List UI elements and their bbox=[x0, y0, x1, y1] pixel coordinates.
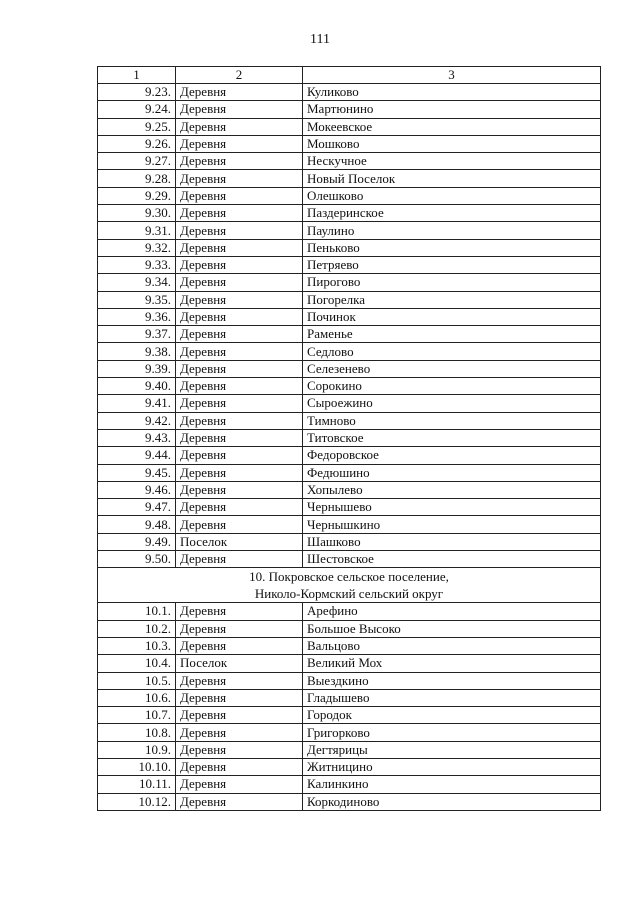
settlement-type: Деревня bbox=[176, 274, 303, 291]
settlement-type: Деревня bbox=[176, 101, 303, 118]
settlement-type: Деревня bbox=[176, 429, 303, 446]
settlement-name: Пеньково bbox=[303, 239, 601, 256]
settlement-type: Деревня bbox=[176, 620, 303, 637]
settlement-name: Большое Высоко bbox=[303, 620, 601, 637]
settlement-type: Деревня bbox=[176, 187, 303, 204]
settlement-type: Деревня bbox=[176, 118, 303, 135]
settlement-name: Вальцово bbox=[303, 637, 601, 654]
settlements-table bbox=[97, 66, 601, 811]
settlement-name: Пирогово bbox=[303, 274, 601, 291]
settlement-type: Деревня bbox=[176, 84, 303, 101]
settlement-type: Деревня bbox=[176, 551, 303, 568]
row-number: 9.43. bbox=[98, 429, 176, 446]
settlement-name: Погорелка bbox=[303, 291, 601, 308]
row-number: 10.2. bbox=[98, 620, 176, 637]
table-row bbox=[98, 637, 601, 654]
row-number: 9.24. bbox=[98, 101, 176, 118]
settlement-name: Куликово bbox=[303, 84, 601, 101]
table-row bbox=[98, 758, 601, 775]
settlement-type: Деревня bbox=[176, 741, 303, 758]
row-number: 9.23. bbox=[98, 84, 176, 101]
table-row bbox=[98, 655, 601, 672]
settlement-type: Деревня bbox=[176, 153, 303, 170]
table-row bbox=[98, 707, 601, 724]
settlement-name: Новый Поселок bbox=[303, 170, 601, 187]
row-number: 9.37. bbox=[98, 326, 176, 343]
settlement-name: Паулино bbox=[303, 222, 601, 239]
row-number: 9.44. bbox=[98, 447, 176, 464]
settlement-name: Арефино bbox=[303, 603, 601, 620]
settlement-name: Дегтярицы bbox=[303, 741, 601, 758]
settlement-type: Деревня bbox=[176, 758, 303, 775]
row-number: 10.12. bbox=[98, 793, 176, 810]
table-row bbox=[98, 516, 601, 533]
row-number: 10.6. bbox=[98, 689, 176, 706]
settlements-table-body bbox=[98, 67, 601, 811]
settlement-type: Деревня bbox=[176, 222, 303, 239]
table-row bbox=[98, 308, 601, 325]
settlement-type: Деревня bbox=[176, 689, 303, 706]
settlement-type: Поселок bbox=[176, 655, 303, 672]
row-number: 10.5. bbox=[98, 672, 176, 689]
table-row bbox=[98, 360, 601, 377]
table-row bbox=[98, 101, 601, 118]
table-row bbox=[98, 776, 601, 793]
row-number: 9.25. bbox=[98, 118, 176, 135]
table-row bbox=[98, 170, 601, 187]
row-number: 9.47. bbox=[98, 499, 176, 516]
settlement-name: Гладышево bbox=[303, 689, 601, 706]
settlement-type: Деревня bbox=[176, 360, 303, 377]
table-row bbox=[98, 274, 601, 291]
settlement-type: Деревня bbox=[176, 256, 303, 273]
row-number: 9.40. bbox=[98, 378, 176, 395]
row-number: 9.27. bbox=[98, 153, 176, 170]
row-number: 9.30. bbox=[98, 205, 176, 222]
settlement-name: Раменье bbox=[303, 326, 601, 343]
table-row bbox=[98, 620, 601, 637]
settlement-type: Деревня bbox=[176, 447, 303, 464]
settlement-name: Шестовское bbox=[303, 551, 601, 568]
settlement-type: Деревня bbox=[176, 135, 303, 152]
row-number: 9.50. bbox=[98, 551, 176, 568]
section-heading bbox=[98, 568, 601, 603]
settlement-type: Деревня bbox=[176, 308, 303, 325]
table-row bbox=[98, 724, 601, 741]
column-header-type: 2 bbox=[176, 67, 303, 84]
table-row bbox=[98, 153, 601, 170]
settlement-name: Григорково bbox=[303, 724, 601, 741]
row-number: 10.1. bbox=[98, 603, 176, 620]
row-number: 9.46. bbox=[98, 481, 176, 498]
settlement-name: Олешково bbox=[303, 187, 601, 204]
settlement-name: Мокеевское bbox=[303, 118, 601, 135]
settlement-name: Мартюнино bbox=[303, 101, 601, 118]
settlement-name: Коркодиново bbox=[303, 793, 601, 810]
table-row bbox=[98, 672, 601, 689]
settlement-type: Деревня bbox=[176, 637, 303, 654]
row-number: 9.29. bbox=[98, 187, 176, 204]
row-number: 9.33. bbox=[98, 256, 176, 273]
settlement-name: Сорокино bbox=[303, 378, 601, 395]
row-number: 9.45. bbox=[98, 464, 176, 481]
settlement-type: Деревня bbox=[176, 793, 303, 810]
settlement-name: Паздеринское bbox=[303, 205, 601, 222]
row-number: 10.9. bbox=[98, 741, 176, 758]
row-number: 10.7. bbox=[98, 707, 176, 724]
settlement-name: Починок bbox=[303, 308, 601, 325]
settlement-type: Деревня bbox=[176, 603, 303, 620]
table-row bbox=[98, 222, 601, 239]
settlement-name: Мошково bbox=[303, 135, 601, 152]
settlement-name: Тимново bbox=[303, 412, 601, 429]
settlement-name: Выездкино bbox=[303, 672, 601, 689]
settlement-name: Чернышево bbox=[303, 499, 601, 516]
settlement-type: Деревня bbox=[176, 170, 303, 187]
table-row bbox=[98, 205, 601, 222]
settlement-type: Деревня bbox=[176, 724, 303, 741]
table-row bbox=[98, 84, 601, 101]
row-number: 9.38. bbox=[98, 343, 176, 360]
row-number: 9.35. bbox=[98, 291, 176, 308]
table-row bbox=[98, 256, 601, 273]
table-header-row bbox=[98, 67, 601, 84]
settlement-type: Деревня bbox=[176, 776, 303, 793]
settlement-name: Петряево bbox=[303, 256, 601, 273]
settlement-name: Титовское bbox=[303, 429, 601, 446]
table-row bbox=[98, 291, 601, 308]
row-number: 9.32. bbox=[98, 239, 176, 256]
row-number: 9.39. bbox=[98, 360, 176, 377]
row-number: 10.10. bbox=[98, 758, 176, 775]
table-row bbox=[98, 447, 601, 464]
settlement-type: Деревня bbox=[176, 672, 303, 689]
row-number: 9.41. bbox=[98, 395, 176, 412]
section-heading-row bbox=[98, 568, 601, 603]
row-number: 9.34. bbox=[98, 274, 176, 291]
settlement-type: Деревня bbox=[176, 464, 303, 481]
settlement-name: Федоровское bbox=[303, 447, 601, 464]
table-row bbox=[98, 793, 601, 810]
row-number: 10.8. bbox=[98, 724, 176, 741]
row-number: 9.49. bbox=[98, 533, 176, 550]
settlement-type: Деревня bbox=[176, 516, 303, 533]
table-row bbox=[98, 395, 601, 412]
row-number: 9.36. bbox=[98, 308, 176, 325]
table-row bbox=[98, 343, 601, 360]
section-heading-line-2: Николо-Кормский сельский округ bbox=[254, 586, 444, 602]
table-row bbox=[98, 689, 601, 706]
settlement-name: Селезенево bbox=[303, 360, 601, 377]
table-row bbox=[98, 187, 601, 204]
settlement-type: Деревня bbox=[176, 291, 303, 308]
table-row bbox=[98, 378, 601, 395]
settlement-type: Деревня bbox=[176, 378, 303, 395]
settlement-name: Городок bbox=[303, 707, 601, 724]
table-row bbox=[98, 118, 601, 135]
column-header-name: 3 bbox=[303, 67, 601, 84]
table-row bbox=[98, 741, 601, 758]
row-number: 9.26. bbox=[98, 135, 176, 152]
row-number: 10.11. bbox=[98, 776, 176, 793]
settlement-type: Деревня bbox=[176, 707, 303, 724]
settlement-name: Шашково bbox=[303, 533, 601, 550]
row-number: 9.28. bbox=[98, 170, 176, 187]
row-number: 9.31. bbox=[98, 222, 176, 239]
settlement-type: Деревня bbox=[176, 239, 303, 256]
column-header-number: 1 bbox=[98, 67, 176, 84]
row-number: 10.4. bbox=[98, 655, 176, 672]
table-row bbox=[98, 533, 601, 550]
table-row bbox=[98, 551, 601, 568]
page-number: 111 bbox=[310, 32, 330, 47]
table-row bbox=[98, 239, 601, 256]
settlement-type: Деревня bbox=[176, 326, 303, 343]
settlement-name: Великий Мох bbox=[303, 655, 601, 672]
table-row bbox=[98, 326, 601, 343]
table-row bbox=[98, 499, 601, 516]
settlement-type: Деревня bbox=[176, 395, 303, 412]
settlement-name: Житницино bbox=[303, 758, 601, 775]
settlement-name: Седлово bbox=[303, 343, 601, 360]
settlement-type: Деревня bbox=[176, 412, 303, 429]
settlement-name: Чернышкино bbox=[303, 516, 601, 533]
table-row bbox=[98, 481, 601, 498]
table-row bbox=[98, 603, 601, 620]
settlement-name: Калинкино bbox=[303, 776, 601, 793]
row-number: 9.42. bbox=[98, 412, 176, 429]
table-row bbox=[98, 429, 601, 446]
settlement-type: Деревня bbox=[176, 499, 303, 516]
settlement-type: Деревня bbox=[176, 481, 303, 498]
settlement-name: Федюшино bbox=[303, 464, 601, 481]
table-row bbox=[98, 135, 601, 152]
settlement-type: Деревня bbox=[176, 205, 303, 222]
settlement-name: Нескучное bbox=[303, 153, 601, 170]
settlement-name: Сыроежино bbox=[303, 395, 601, 412]
table-row bbox=[98, 464, 601, 481]
settlement-name: Хопылево bbox=[303, 481, 601, 498]
table-row bbox=[98, 412, 601, 429]
row-number: 10.3. bbox=[98, 637, 176, 654]
settlement-type: Деревня bbox=[176, 343, 303, 360]
row-number: 9.48. bbox=[98, 516, 176, 533]
section-heading-line-1: 10. Покровское сельское поселение, bbox=[249, 569, 449, 585]
settlement-type: Поселок bbox=[176, 533, 303, 550]
